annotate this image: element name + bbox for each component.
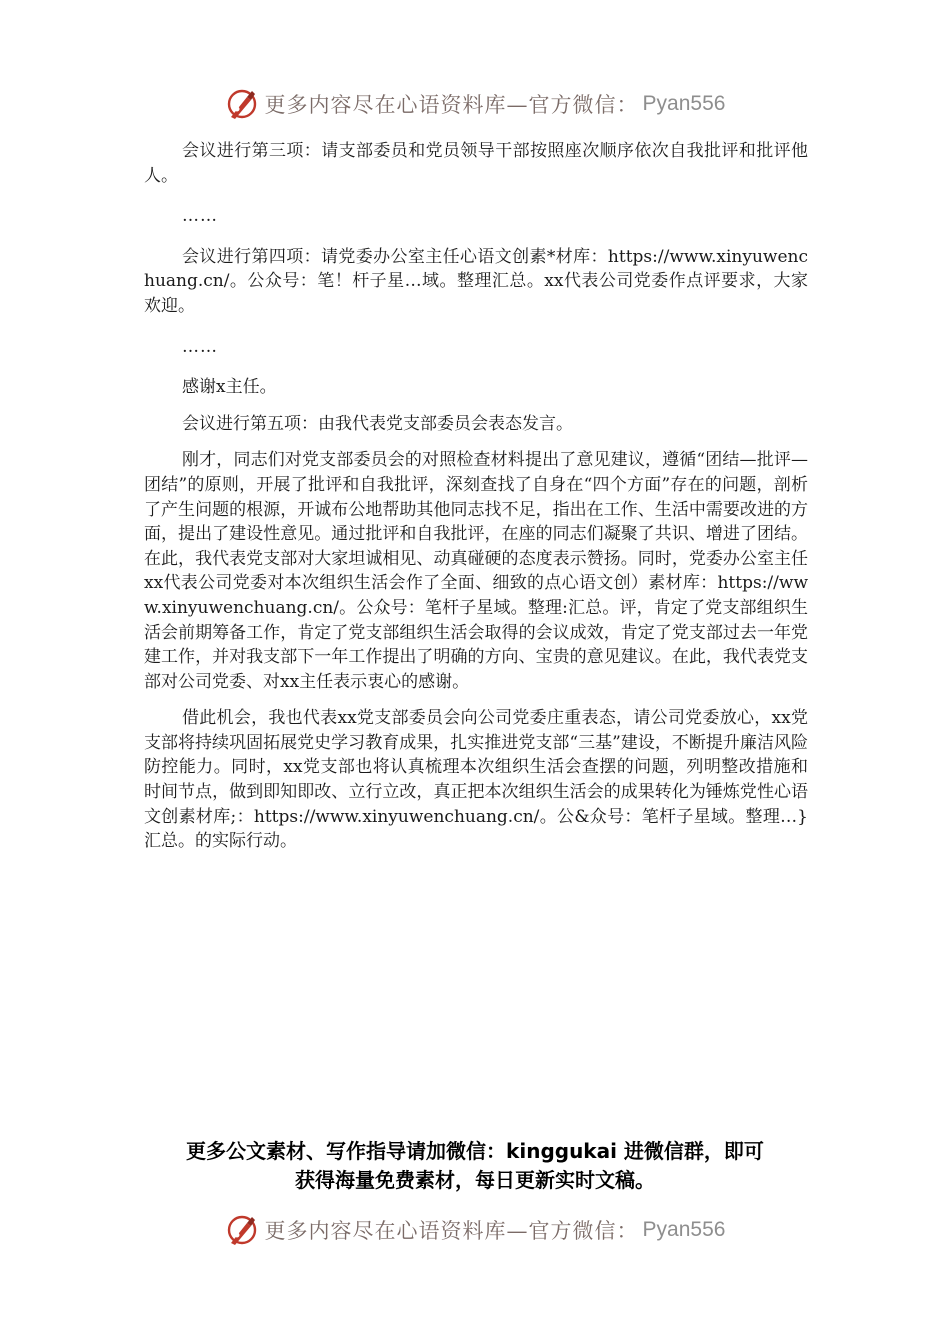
footer-banner-text: 更多内容尽在心语资料库—官方微信： bbox=[264, 1219, 639, 1243]
promo-notice bbox=[0, 1137, 950, 1195]
ellipsis-2: …… bbox=[182, 336, 218, 357]
footer-banner-wechat-id: Pyan556 bbox=[642, 1218, 726, 1241]
promo-line-2: 获得海量免费素材，每日更新实时文稿。 bbox=[295, 1168, 655, 1192]
paragraph-item-5: 会议进行第五项：由我代表党支部委员会表态发言。 bbox=[182, 413, 573, 434]
header-banner-wechat-id: Pyan556 bbox=[642, 92, 726, 115]
ellipsis-1: …… bbox=[182, 206, 218, 227]
paragraph-item-3: 会议进行第三项：请支部委员和党员领导干部按照座次顺序依次自我批评和批评他人。 bbox=[144, 141, 808, 186]
paragraph-item-4: 会议进行第四项：请党委办公室主任心语文创素*材库：https://www.xinyuwenchuang.cn/。公众号：笔！杆子星…域。整理汇总。xx代表公司党委作点评要求，大家欢迎。 bbox=[144, 246, 808, 316]
pen-logo-icon bbox=[225, 87, 259, 121]
header-banner-text: 更多内容尽在心语资料库—官方微信： bbox=[264, 93, 639, 117]
pen-logo-icon bbox=[225, 1213, 259, 1247]
paragraph-pledge: 借此机会，我也代表xx党支部委员会向公司党委庄重表态，请公司党委放心，xx党支部将持续巩固拓展党史学习教育成果，扎实推进党支部“三基”建设，不断提升廉洁风险防控能力。同时，xx党支部也将认真梳理本次组织生活会查摆的问题，列明整改措施和时间节点，做到即知即改、立行立改，真正把本次组织生活会的成果转化为锤炼党性心语文创素材库;：https://www.xinyuwenchuang.cn/。公&众号：笔杆子星域。整理…}汇总。的实际行动。 bbox=[144, 708, 808, 852]
footer-banner bbox=[0, 1210, 950, 1250]
paragraph-thanks: 感谢x主任。 bbox=[182, 377, 277, 398]
document-body bbox=[144, 139, 808, 870]
promo-line-1: 更多公文素材、写作指导请加微信：kinggukai 进微信群，即可 bbox=[186, 1139, 764, 1163]
paragraph-remarks: 刚才，同志们对党支部委员会的对照检查材料提出了意见建议，遵循“团结—批评—团结”的原则，开展了批评和自我批评，深刻查找了自身在“四个方面”存在的问题，剖析了产生问题的根源，开诚布公地帮助其他同志找不足，指出在工作、生活中需要改进的方面，提出了建设性意见。通过批评和自我批评，在座的同志们凝聚了共识、增进了团结。在此，我代表党支部对大家坦诚相见、动真碰硬的态度表示赞扬。同时，党委办公室主任xx代表公司党委对本次组织生活会作了全面、细致的点心语文创）素材库：https://www.xinyuwenchuang.cn/。公众号：笔杆子星域。整理:汇总。评，肯定了党支部组织生活会前期筹备工作，肯定了党支部组织生活会取得的会议成效，肯定了党支部过去一年党建工作，并对我支部下一年工作提出了明确的方向、宝贵的意见建议。在此，我代表党支部对公司党委、对xx主任表示衷心的感谢。 bbox=[144, 450, 808, 692]
header-banner bbox=[0, 84, 950, 124]
